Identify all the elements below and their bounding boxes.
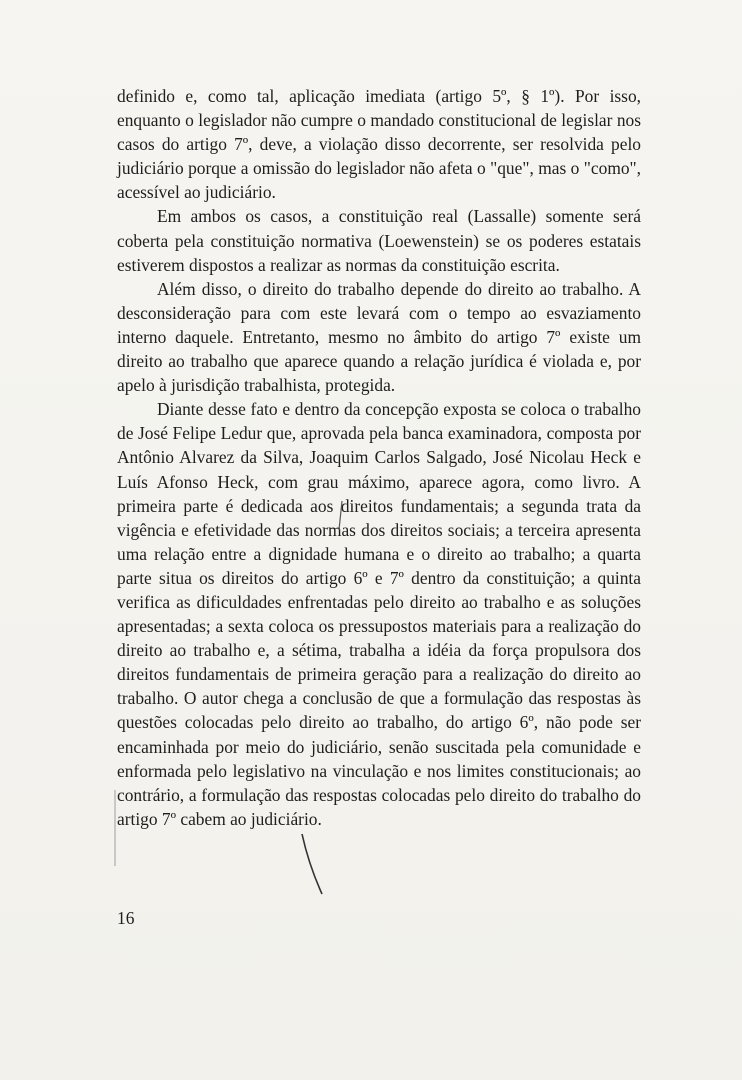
paragraph-4: Diante desse fato e dentro da concepção exposta se coloca o trabalho de José Felipe Ledur que, aprovada pela banca examinadora, composta por Antônio Alvarez da Silva, Joaquim Carlos Salgado, José Nicolau Heck e Luís Afonso Heck, com grau máximo, aparece agora, como livro. A primeira parte é dedicada aos direitos fundamentais; a segunda trata da vigência e efetividade das normas dos direitos sociais; a terceira apresenta uma relação entre a dignidade humana e o direito ao trabalho; a quarta parte situa os direitos do artigo 6º e 7º dentro da constituição; a quinta verifica as dificuldades enfrentadas pelo direito ao trabalho e as soluções apresentadas; a sexta coloca os pressupostos materiais para a realização do direito ao trabalho e, a sétima, trabalha a idéia da força propulsora dos direitos fundamentais de primeira geração para a realização do direito ao trabalho. O autor chega a conclusão de que a formulação das respostas às questões colocadas pelo direito ao trabalho, do artigo 6º, não pode ser encaminhada por meio do judiciário, senão suscitada pela comunidade e enformada pelo legislativo na vinculação e nos limites constitucionais; ao contrário, a formulação das respostas colocadas pelo direito do trabalho do artigo 7º cabem ao judiciário. xyxy=(117,399,641,829)
paragraph-1: definido e, como tal, aplicação imediata (artigo 5º, § 1º). Por isso, enquanto o legislador não cumpre o mandado constitucional de legislar nos casos do artigo 7º, deve, a violação disso decorrente, ser resolvida pelo judiciário porque a omissão do legislador não afeta o "que", mas o "como", acessível ao judiciário. xyxy=(117,86,641,203)
paragraph-2: Em ambos os casos, a constituição real (Lassalle) somente será coberta pela constituição normativa (Loewenstein) se os poderes estatais estiverem dispostos a realizar as normas da constituição escrita. xyxy=(117,206,641,275)
body-text xyxy=(117,84,641,831)
page-number: 16 xyxy=(117,908,135,928)
paragraph-3: Além disso, o direito do trabalho depende do direito ao trabalho. A desconsideração para com este levará com o tempo ao esvaziamento interno daquele. Entretanto, mesmo no âmbito do artigo 7º existe um direito ao trabalho que aparece quando a relação jurídica é violada e, por apelo à jurisdição trabalhista, protegida. xyxy=(117,278,641,396)
pencil-mark-end-stroke xyxy=(300,832,326,898)
